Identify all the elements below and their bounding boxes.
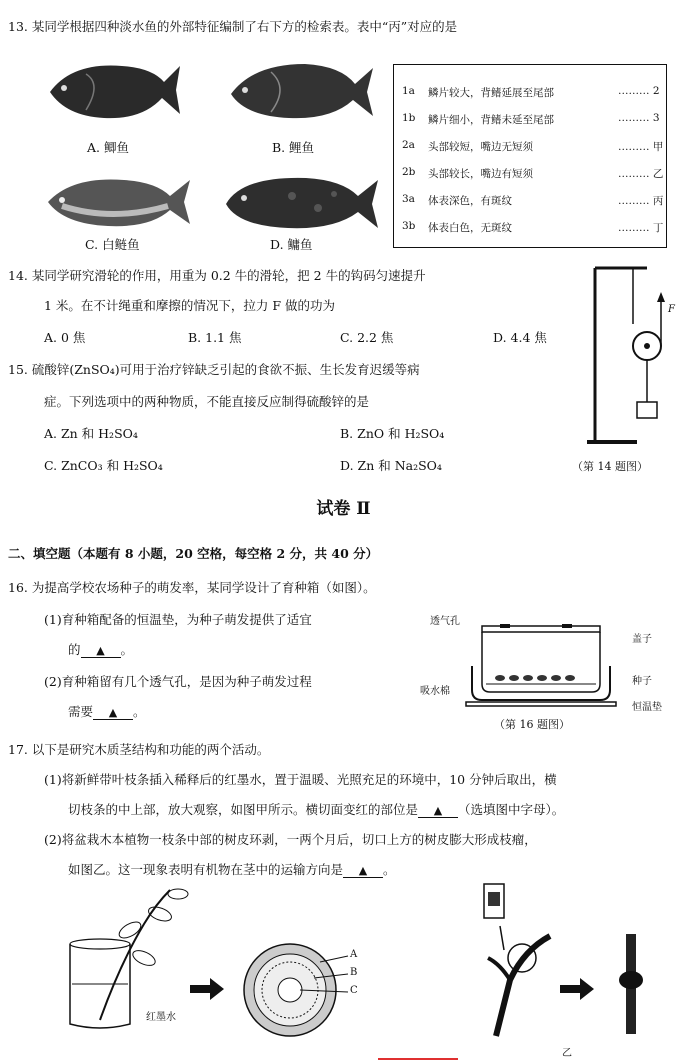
fish-d-caption: D. 鳙鱼 xyxy=(270,237,313,252)
q14-option-a: A. 0 焦 xyxy=(44,330,86,345)
q15-option-c: C. ZnCO₃ 和 H₂SO₄ xyxy=(44,458,163,473)
label-vent: 透气孔 xyxy=(430,616,460,627)
q14-figure-caption: （第 14 题图） xyxy=(572,460,648,473)
pulley-force-label: F xyxy=(668,304,675,315)
q16-part1-line1: (1)育种箱配备的恒温垫，为种子萌发提供了适宜 xyxy=(44,612,312,627)
label-a: A xyxy=(350,949,358,960)
label-absorb-cotton: 吸水棉 xyxy=(420,686,450,697)
red-mark xyxy=(378,1058,458,1060)
girdled-branch-figure xyxy=(470,880,560,1040)
q17-part2-line2: 如图乙。这一现象表明有机物在茎中的运输方向是 ▲ 。 xyxy=(68,862,396,877)
q15-option-a: A. Zn 和 H₂SO₄ xyxy=(44,426,138,441)
q15-line2: 症。下列选项中的两种物质，不能直接反应制得硫酸锌的是 xyxy=(44,394,370,409)
q16-blank-1[interactable]: ▲ xyxy=(81,644,121,658)
label-lid: 盖子 xyxy=(632,634,652,645)
q14-option-b: B. 1.1 焦 xyxy=(188,330,242,345)
stem-cross-section-figure xyxy=(240,940,340,1040)
q17-part1-line1: (1)将新鲜带叶枝条插入稀释后的红墨水，置于温暖、光照充足的环境中，10 分钟后取出，横 xyxy=(44,772,557,787)
q14-option-d: D. 4.4 焦 xyxy=(493,330,547,345)
q17-blank-1[interactable]: ▲ xyxy=(418,804,458,818)
label-yi: 乙 xyxy=(562,1048,572,1059)
q17-part2-line1: (2)将盆栽木本植物一枝条中部的树皮环剥，一两个月后，切口上方的树皮膨大形成枝瘤， xyxy=(44,832,537,847)
key-row-1b: 1b 鳞片细小，背鳍未延至尾部 ……… 3 xyxy=(402,112,660,126)
key-row-3b: 3b 体表白色，无斑纹 ……… 丁 xyxy=(402,220,664,234)
dichotomous-key-table xyxy=(393,64,667,248)
fish-b-caption: B. 鲤鱼 xyxy=(272,140,315,155)
label-b: B xyxy=(350,967,358,978)
label-red-ink: 红墨水 xyxy=(146,1012,176,1023)
q15-option-d: D. Zn 和 Na₂SO₄ xyxy=(340,458,442,473)
section-header: 二、填空题（本题有 8 小题，20 空格，每空格 2 分，共 40 分） xyxy=(8,546,379,561)
seed-box-figure xyxy=(470,622,620,712)
q16-blank-2[interactable]: ▲ xyxy=(93,706,133,720)
q17-part1-line2: 切枝条的中上部，放大观察，如图甲所示。横切面变红的部位是 ▲ （选填图中字母）。 xyxy=(68,802,565,817)
q15-option-b: B. ZnO 和 H₂SO₄ xyxy=(340,426,445,441)
pulley-figure xyxy=(585,262,675,452)
fish-b-image xyxy=(225,54,375,126)
q13-text: 13. 某同学根据四种淡水鱼的外部特征编制了右下方的检索表。表中“丙”对应的是 xyxy=(8,19,458,34)
arrow-icon xyxy=(190,978,224,1000)
q16-figure-caption: （第 16 题图） xyxy=(494,718,570,731)
label-c: C xyxy=(350,985,358,996)
fish-a-caption: A. 鲫鱼 xyxy=(87,140,129,155)
q16-part2-line1: (2)育种箱留有几个透气孔，是因为种子萌发过程 xyxy=(44,674,312,689)
q16-part1-line2: 的 ▲ 。 xyxy=(68,642,134,657)
key-row-3a: 3a 体表深色，有斑纹 ……… 丙 xyxy=(402,193,664,207)
key-row-1a: 1a 鳞片较大，背鳍延展至尾部 ……… 2 xyxy=(402,85,660,99)
label-heat-pad: 恒温垫 xyxy=(632,702,662,713)
label-seed: 种子 xyxy=(632,676,652,687)
fish-d-image xyxy=(222,168,380,234)
q17-blank-2[interactable]: ▲ xyxy=(343,864,383,878)
q16-text: 16. 为提高学校农场种子的萌发率，某同学设计了育种箱（如图）。 xyxy=(8,580,376,595)
q17-text: 17. 以下是研究木质茎结构和功能的两个活动。 xyxy=(8,742,270,757)
q14-line1: 14. 某同学研究滑轮的作用，用重为 0.2 牛的滑轮，把 2 牛的钩码匀速提升 xyxy=(8,268,426,283)
fish-c-image xyxy=(42,170,192,232)
arrow-icon xyxy=(560,978,594,1000)
fish-a-image xyxy=(42,54,182,126)
section-title: 试卷 Ⅱ xyxy=(316,499,371,519)
q16-part2-line2: 需要 ▲ 。 xyxy=(68,704,146,719)
branch-in-beaker-figure xyxy=(60,884,200,1034)
q14-line2: 1 米。在不计绳重和摩擦的情况下，拉力 F 做的功为 xyxy=(44,298,336,313)
swollen-branch-figure xyxy=(616,934,646,1034)
key-row-2b: 2b 头部较长，嘴边有短须 ……… 乙 xyxy=(402,166,664,180)
fish-c-caption: C. 白鲢鱼 xyxy=(85,237,140,252)
key-row-2a: 2a 头部较短，嘴边无短须 ……… 甲 xyxy=(402,139,664,153)
q14-option-c: C. 2.2 焦 xyxy=(340,330,394,345)
q15-line1: 15. 硫酸锌(ZnSO₄)可用于治疗锌缺乏引起的食欲不振、生长发育迟缓等病 xyxy=(8,362,420,377)
